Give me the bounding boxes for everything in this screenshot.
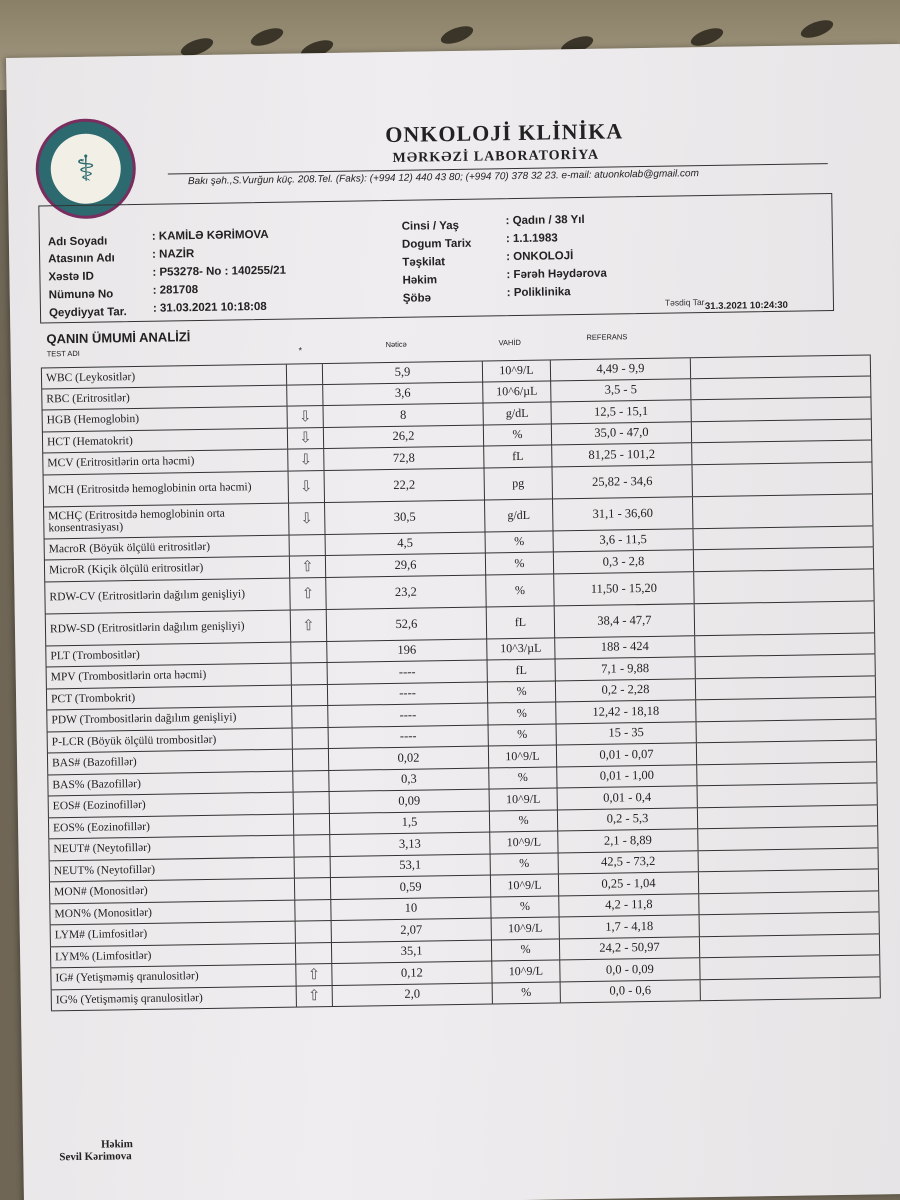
doctor-value: : Fərəh Həydərova [506, 267, 607, 282]
birth-date-value: : 1.1.1983 [505, 232, 558, 246]
extra-cell [694, 654, 875, 677]
leaf-decoration [799, 17, 836, 42]
flag-cell [293, 792, 329, 813]
unit-cell: % [488, 767, 556, 789]
result-cell: 22,2 [324, 468, 484, 502]
unit-cell: % [491, 939, 559, 961]
extra-cell [692, 526, 873, 549]
section-title: QANIN ÜMUMİ ANALİZİ [46, 329, 191, 347]
unit-cell: 10^9/L [491, 917, 559, 939]
result-cell: 35,1 [331, 940, 491, 963]
extra-cell [698, 891, 879, 914]
clinic-address: Bakı şəh.,S.Vurğun küç. 208.Tel. (Faks): (+994 12) 440 43 80; (+994 70) 378 32 23. e-mail: atuonkolab@gmail.com [187, 168, 700, 188]
unit-cell: g/dL [482, 402, 550, 424]
test-name-cell: EOS% (Eozinofillər) [48, 814, 293, 838]
unit-cell: % [483, 424, 551, 446]
reference-cell: 81,25 - 101,2 [551, 443, 691, 466]
leaf-decoration [689, 25, 726, 50]
gender-age-value: : Qadın / 38 Yıl [505, 213, 585, 228]
flag-cell: ⇩ [287, 428, 323, 449]
flag-cell: ⇩ [288, 471, 324, 503]
extra-cell [697, 805, 878, 828]
extra-cell [699, 955, 880, 978]
test-name-cell: EOS# (Eozinofillər) [48, 793, 293, 817]
test-name-cell: HGB (Hemoglobin) [42, 407, 287, 431]
patient-id-value: : P53278- No : 140255/21 [152, 264, 287, 279]
result-cell: 0,12 [331, 961, 491, 984]
signing-doctor-title: Həkim [100, 1138, 133, 1151]
result-cell: 4,5 [325, 532, 485, 555]
flag-cell [286, 364, 322, 384]
reference-cell: 0,3 - 2,8 [553, 550, 693, 573]
result-cell: 52,6 [326, 607, 486, 641]
unit-cell: fL [487, 659, 555, 681]
unit-cell: % [487, 702, 555, 724]
test-name-cell: WBC (Leykositlər) [41, 365, 286, 388]
flag-cell [286, 385, 322, 406]
flag-cell [291, 706, 327, 727]
reference-cell: 2,1 - 8,89 [557, 829, 697, 852]
test-name-cell: MON% (Monositlər) [49, 900, 294, 924]
unit-cell: pg [483, 467, 551, 499]
unit-cell: 10^3/µL [486, 638, 554, 660]
gender-age-label: Cinsi / Yaş [401, 219, 460, 233]
extra-cell [699, 912, 880, 935]
flag-cell [294, 857, 330, 878]
result-cell: 0,09 [329, 790, 489, 813]
reference-cell: 42,5 - 73,2 [558, 851, 698, 874]
flag-cell: ⇩ [287, 449, 323, 470]
flag-cell [295, 921, 331, 942]
reference-cell: 0,25 - 1,04 [558, 872, 698, 895]
result-cell: 5,9 [322, 362, 482, 384]
flag-cell [295, 943, 331, 964]
result-cell: 26,2 [323, 425, 483, 448]
flag-cell: ⇧ [296, 986, 332, 1007]
doctor-label: Həkim [402, 274, 438, 287]
test-name-cell: BAS# (Bazofillər) [47, 750, 292, 774]
unit-cell: % [490, 896, 558, 918]
reference-cell: 11,50 - 15,20 [553, 572, 693, 605]
reference-cell: 3,6 - 11,5 [552, 529, 692, 552]
reference-cell: 15 - 35 [556, 722, 696, 745]
extra-cell [695, 697, 876, 720]
col-header-flag: * [298, 345, 303, 356]
result-cell: 3,6 [322, 382, 482, 405]
extra-cell [693, 547, 874, 570]
test-name-cell: RDW-SD (Eritrositlərin dağılım genişliyi) [45, 610, 290, 645]
flag-cell [293, 835, 329, 856]
flag-cell: ⇧ [290, 610, 326, 642]
test-name-cell: HCT (Hematokrit) [42, 428, 287, 452]
reference-cell: 0,01 - 0,4 [557, 786, 697, 809]
test-name-cell: NEUT% (Neytofillər) [49, 857, 294, 881]
col-header-unit: VAHİD [498, 337, 521, 348]
approval-date-label: Təsdiq Tar. [664, 297, 707, 308]
unit-cell: % [489, 810, 557, 832]
result-cell: ---- [328, 725, 488, 748]
unit-cell: % [490, 853, 558, 875]
leaf-decoration [439, 23, 476, 48]
unit-cell: % [485, 531, 553, 553]
extra-cell [697, 783, 878, 806]
reference-cell: 0,2 - 2,28 [555, 679, 695, 702]
col-header-test: TEST ADI [46, 348, 80, 359]
flag-cell [291, 663, 327, 684]
flag-cell: ⇧ [289, 556, 325, 577]
reference-cell: 4,49 - 9,9 [550, 358, 690, 380]
result-cell: 0,02 [328, 747, 488, 770]
reference-cell: 1,7 - 4,18 [559, 915, 699, 938]
test-name-cell: P-LCR (Böyük ölçülü trombositlər) [47, 728, 292, 752]
caduceus-icon: ⚕ [50, 133, 121, 204]
unit-cell: 10^6/µL [482, 381, 550, 403]
father-value: : NAZİR [152, 248, 195, 261]
test-name-cell: PDW (Trombositlərin dağılım genişliyi) [46, 707, 291, 731]
result-cell: ---- [327, 682, 487, 705]
result-cell: 72,8 [323, 447, 483, 470]
flag-cell: ⇧ [295, 964, 331, 985]
organization-value: : ONKOLOJİ [506, 250, 574, 264]
extra-cell [690, 397, 871, 420]
lab-title: MƏRKƏZİ LABORATORİYA [392, 147, 600, 166]
unit-cell: fL [486, 606, 554, 638]
col-header-ref: REFERANS [586, 332, 628, 342]
test-name-cell: LYM% (Limfositlər) [50, 943, 295, 967]
department-value: : Poliklinika [506, 286, 571, 300]
result-cell: ---- [327, 661, 487, 684]
extra-cell [690, 376, 871, 399]
extra-cell [700, 977, 881, 1000]
flag-cell [294, 900, 330, 921]
reference-cell: 12,5 - 15,1 [550, 400, 690, 423]
unit-cell: % [487, 681, 555, 703]
result-cell: 53,1 [330, 854, 490, 877]
extra-cell [691, 462, 872, 496]
test-name-cell: MCH (Eritrositdə hemoglobinin orta həcmi) [43, 471, 288, 506]
unit-cell: % [488, 724, 556, 746]
reference-cell: 3,5 - 5 [550, 379, 690, 402]
test-name-cell: MCHÇ (Eritrositdə hemoglobinin orta konsentrasiyası) [43, 503, 288, 538]
test-name-cell: MON# (Monositlər) [49, 879, 294, 903]
test-name-cell: NEUT# (Neytofillər) [48, 836, 293, 860]
leaf-decoration [249, 25, 286, 50]
test-name-cell: RDW-CV (Eritrositlərin dağılım genişliyi) [44, 578, 289, 613]
patient-id-label: Xəstə ID [48, 270, 94, 284]
result-cell: 10 [330, 897, 490, 920]
unit-cell: 10^9/L [490, 874, 558, 896]
clinic-title: ONKOLOJİ KLİNİKA [385, 118, 624, 148]
unit-cell: fL [483, 445, 551, 467]
reference-cell: 0,01 - 1,00 [556, 765, 696, 788]
unit-cell: 10^9/L [489, 788, 557, 810]
unit-cell: % [485, 574, 553, 606]
test-name-cell: PLT (Trombositlər) [45, 642, 290, 666]
flag-cell [292, 749, 328, 770]
extra-cell [698, 869, 879, 892]
test-name-cell: MPV (Trombositlərin orta həcmi) [46, 664, 291, 688]
flag-cell [292, 728, 328, 749]
extra-cell [691, 419, 872, 442]
name-label: Adı Soyadı [47, 235, 108, 249]
extra-cell [697, 826, 878, 849]
reference-cell: 24,2 - 50,97 [559, 937, 699, 960]
organization-label: Təşkilat [402, 256, 446, 269]
result-cell: 2,0 [332, 983, 492, 1006]
test-name-cell: MicroR (Kiçik ölçülü eritrositlər) [44, 557, 289, 581]
result-cell: 29,6 [325, 554, 485, 577]
unit-cell: 10^9/L [482, 360, 550, 381]
reference-cell: 188 - 424 [554, 636, 694, 659]
unit-cell: g/dL [484, 499, 552, 531]
result-cell: 0,3 [328, 768, 488, 791]
reference-cell: 31,1 - 36,60 [552, 497, 692, 530]
result-cell: 2,07 [331, 918, 491, 941]
test-name-cell: BAS% (Bazofillər) [47, 771, 292, 795]
flag-cell [291, 685, 327, 706]
flag-cell: ⇩ [287, 406, 323, 427]
col-header-result: Nəticə [385, 339, 407, 350]
registration-value: : 31.03.2021 10:18:08 [152, 300, 267, 315]
extra-cell [696, 740, 877, 763]
flag-cell [292, 771, 328, 792]
flag-cell [293, 814, 329, 835]
extra-cell [694, 601, 875, 635]
reference-cell: 12,42 - 18,18 [555, 700, 695, 723]
result-cell: 0,59 [330, 876, 490, 899]
unit-cell: % [485, 552, 553, 574]
result-cell: 30,5 [324, 500, 484, 534]
signing-doctor [59, 1138, 133, 1163]
extra-cell [699, 934, 880, 957]
extra-cell [696, 719, 877, 742]
reference-cell: 7,1 - 9,88 [555, 657, 695, 680]
test-name-cell: LYM# (Limfositlər) [50, 922, 295, 946]
flag-cell [294, 878, 330, 899]
unit-cell: 10^9/L [488, 745, 556, 767]
test-name-cell: MacroR (Böyük ölçülü eritrositlər) [44, 535, 289, 559]
reference-cell: 0,0 - 0,6 [560, 980, 700, 1003]
sample-label: Nümunə No [48, 288, 114, 302]
reference-cell: 0,0 - 0,09 [559, 958, 699, 981]
extra-cell [690, 355, 871, 377]
signing-doctor-name: Sevil Kərimova [59, 1150, 132, 1164]
registration-label: Qeydiyyat Tar. [48, 306, 127, 320]
unit-cell: 10^9/L [489, 831, 557, 853]
extra-cell [695, 676, 876, 699]
department-label: Şöbə [402, 292, 432, 305]
father-label: Atasının Adı [48, 252, 115, 266]
test-name-cell: IG% (Yetişməmiş qranulositlər) [51, 986, 296, 1010]
lab-report-sheet [6, 44, 900, 1200]
sample-value: : 281708 [152, 284, 199, 297]
extra-cell [696, 762, 877, 785]
reference-cell: 35,0 - 47,0 [551, 422, 691, 445]
reference-cell: 0,01 - 0,07 [556, 743, 696, 766]
reference-cell: 4,2 - 11,8 [558, 894, 698, 917]
result-cell: 23,2 [325, 575, 485, 609]
name-value: : KAMİLƏ KƏRİMOVA [151, 228, 269, 243]
result-cell: 8 [323, 404, 483, 427]
extra-cell [691, 440, 872, 463]
approval-date-value: 31.3.2021 10:24:30 [704, 299, 789, 313]
test-name-cell: RBC (Eritrositlər) [41, 385, 286, 409]
test-name-cell: PCT (Trombokrit) [46, 685, 291, 709]
flag-cell: ⇩ [288, 503, 324, 535]
reference-cell: 0,2 - 5,3 [557, 808, 697, 831]
result-cell: 196 [326, 639, 486, 662]
flag-cell [289, 535, 325, 556]
birth-date-label: Dogum Tarix [401, 237, 472, 251]
result-cell: ---- [327, 704, 487, 727]
reference-cell: 25,82 - 34,6 [551, 465, 691, 498]
flag-cell: ⇧ [289, 578, 325, 610]
reference-cell: 38,4 - 47,7 [554, 604, 694, 637]
extra-cell [694, 633, 875, 656]
unit-cell: % [492, 982, 560, 1004]
unit-cell: 10^9/L [491, 960, 559, 982]
extra-cell [692, 494, 873, 528]
extra-cell [698, 848, 879, 871]
test-name-cell: MCV (Eritrositlərin orta həcmi) [42, 450, 287, 474]
test-name-cell: IG# (Yetişməmiş qranulositlər) [50, 965, 295, 989]
flag-cell [290, 642, 326, 663]
result-cell: 3,13 [329, 833, 489, 856]
extra-cell [693, 569, 874, 603]
result-cell: 1,5 [329, 811, 489, 834]
